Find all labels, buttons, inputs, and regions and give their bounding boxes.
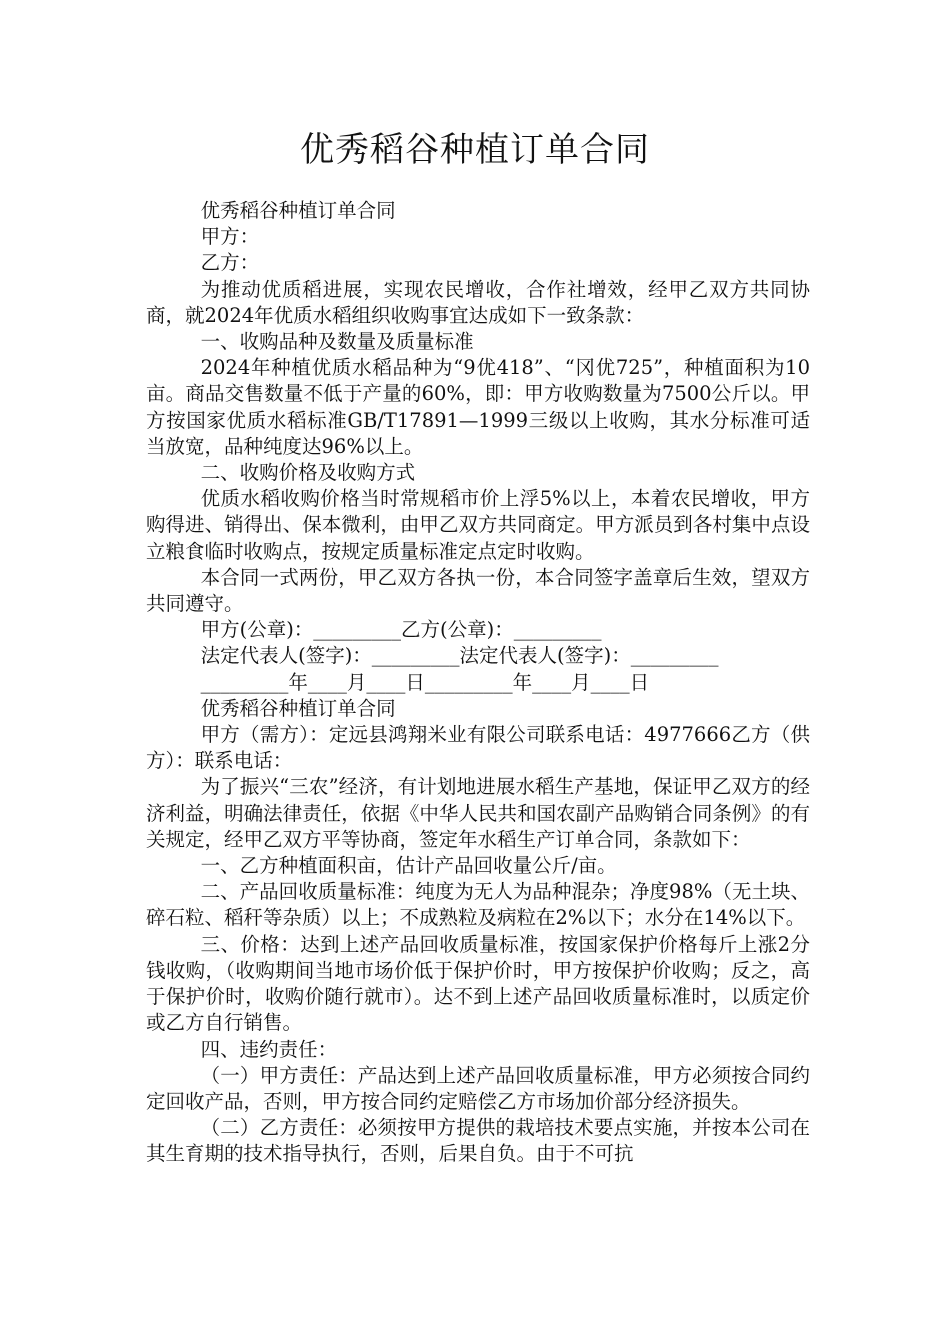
paragraph-copies: 本合同一式两份，甲乙双方各执一份，本合同签字盖章后生效，望双方共同遵守。 (146, 565, 810, 616)
document-body (146, 198, 810, 1168)
clause-4-heading: 四、违约责任： (200, 1037, 338, 1061)
clause-4-1: （一）甲方责任：产品达到上述产品回收质量标准，甲方必须按合同约定回收产品，否则，甲方按合同约定赔偿乙方市场加价部分经济损失。 (146, 1063, 810, 1113)
signature-dates: _________年____月____日_________年____月____日 (200, 670, 650, 694)
paragraph-preamble-2: 为了振兴“三农”经济，有计划地进展水稻生产基地，保证甲乙双方的经济利益，明确法律责任，依据《中华人民共和国农副产品购销合同条例》的有关规定，经甲乙双方平等协商，签定年水稻生产订单合同，条款如下： (146, 775, 810, 851)
paragraph-subtitle-2: 优秀稻谷种植订单合同 (200, 696, 396, 720)
clause-4-2: （二）乙方责任：必须按甲方提供的栽培技术要点实施，并按本公司在其生育期的技术指导执行，否则，后果自负。由于不可抗 (146, 1116, 810, 1166)
signature-representatives: 法定代表人(签字)：_________法定代表人(签字)：_________ (200, 644, 719, 668)
paragraph-section-2: 优质水稻收购价格当时常规稻市价上浮5%以上，本着农民增收，甲方购得进、销得出、保本微利，由甲乙双方共同商定。甲方派员到各村集中点设立粮食临时收购点，按规定质量标准定点定时收购。 (146, 487, 810, 563)
clause-2: 二、产品回收质量标准：纯度为无人为品种混杂；净度98%（无土块、碎石粒、稻秆等杂质）以上；不成熟粒及病粒在2%以下；水分在14%以下。 (146, 880, 810, 930)
paragraph-party-a: 甲方： (200, 225, 260, 249)
paragraph-section-1: 2024年种植优质水稻品种为“9优418”、“冈优725”，种植面积为10亩。商品交售数量不低于产量的60%，即：甲方收购数量为7500公斤以。甲方按国家优质水稻标准GB/T17891—1999三级以上收购，其水分标准可适当放宽，品种纯度达96%以上。 (146, 356, 810, 458)
section-heading-1: 一、收购品种及数量及质量标准 (200, 330, 474, 354)
clause-1: 一、乙方种植面积亩，估计产品回收量公斤/亩。 (200, 854, 617, 878)
paragraph-preamble: 为推动优质稻进展，实现农民增收，合作社增效，经甲乙双方共同协商，就2024年优质水稻组织收购事宜达成如下一致条款： (146, 277, 810, 327)
paragraph-party-b: 乙方： (200, 251, 260, 275)
paragraph-subtitle: 优秀稻谷种植订单合同 (200, 199, 396, 222)
section-heading-2: 二、收购价格及收购方式 (200, 461, 416, 485)
signature-seals: 甲方(公章)：_________乙方(公章)：_________ (200, 618, 602, 642)
paragraph-parties-2: 甲方（需方）：定远县鸿翔米业有限公司联系电话：4977666乙方（供方）：联系电话： (146, 723, 810, 773)
document-title: 优秀稻谷种植订单合同 (300, 130, 650, 170)
clause-3: 三、价格：达到上述产品回收质量标准，按国家保护价格每斤上涨2分钱收购，（收购期间当地市场价低于保护价时，甲方按保护价收购；反之，高于保护价时，收购价随行就市）。达不到上述产品回收质量标准时，以质定价或乙方自行销售。 (146, 932, 810, 1035)
